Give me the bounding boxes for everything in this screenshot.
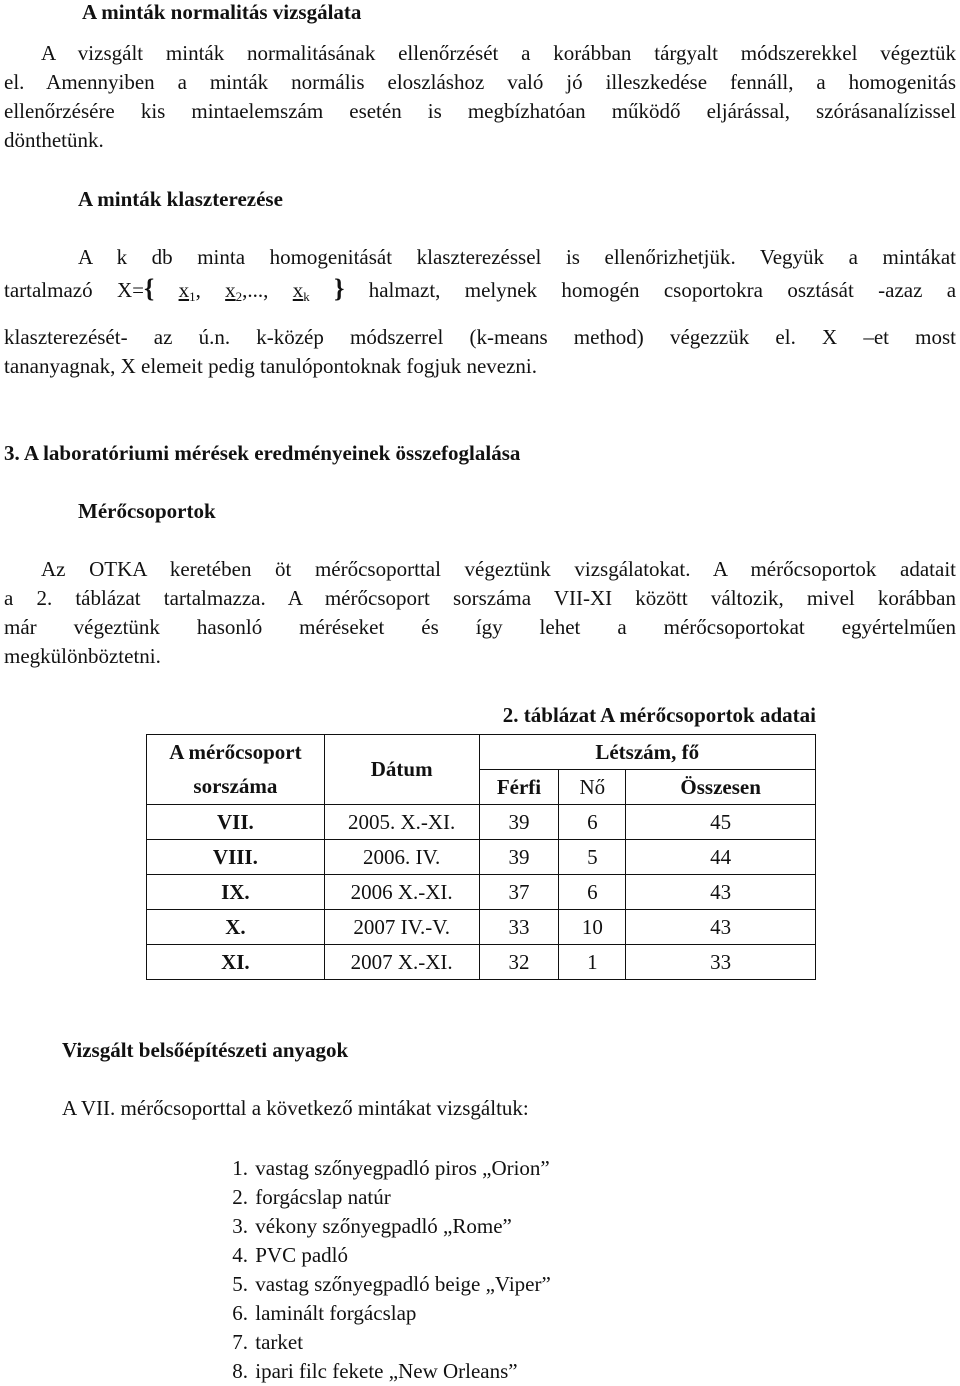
cell-group: VII. [147, 805, 325, 840]
paragraph-line: Az OTKA keretében öt mérőcsoporttal végeztünk vizsgálatokat. A mérőcsoportok adatait [41, 557, 956, 581]
subscript: k [303, 289, 310, 304]
list-item [200, 1270, 551, 1299]
cell-female: 6 [559, 875, 626, 910]
section-heading-clustering: A minták klaszterezése [78, 187, 283, 211]
list-number: 2. [232, 1185, 248, 1209]
paragraph-line: ellenőrzésére kis mintaelemszám esetén is megbízhatóan működő eljárással, szórásanalízissel [4, 99, 956, 123]
list-text: laminált forgácslap [255, 1301, 417, 1325]
list-number: 3. [232, 1214, 248, 1238]
cell-male: 39 [479, 840, 559, 875]
list-item [200, 1357, 551, 1386]
vector-x: x [225, 278, 236, 302]
cell-male: 32 [479, 945, 559, 980]
set-suffix: halmazt, melynek homogén csoportokra osztását -azaz a [368, 278, 957, 302]
list-number: 7. [232, 1330, 248, 1354]
header-female: Nő [559, 770, 626, 805]
list-item [200, 1154, 551, 1183]
list-number: 1. [232, 1156, 248, 1180]
cell-total: 43 [626, 910, 816, 945]
paragraph-line: már végeztünk hasonló méréseket és így lehet a mérőcsoportokat egyértelműen [4, 615, 956, 639]
cell-female: 1 [559, 945, 626, 980]
materials-intro: A VII. mérőcsoporttal a következő mintákat vizsgáltuk: [62, 1096, 529, 1120]
list-text: ipari filc fekete „New Orleans” [255, 1359, 518, 1383]
paragraph-line: A vizsgált minták normalitásának ellenőrzését a korábban tárgyalt módszerekkel végeztük [41, 41, 956, 65]
cell-female: 10 [559, 910, 626, 945]
list-item [200, 1328, 551, 1357]
separator: , [195, 278, 201, 302]
list-number: 5. [232, 1272, 248, 1296]
header-count: Létszám, fő [479, 735, 815, 770]
header-group: A mérőcsoport [147, 735, 325, 770]
cell-female: 5 [559, 840, 626, 875]
paragraph-line: klaszterezését- az ú.n. k-közép módszerrel (k-means method) végezzük el. X –et most [4, 325, 956, 349]
cell-total: 33 [626, 945, 816, 980]
cell-female: 6 [559, 805, 626, 840]
cell-date: 2005. X.-XI. [324, 805, 479, 840]
header-group-2: sorszáma [147, 770, 325, 805]
list-text: vastag szőnyegpadló beige „Viper” [255, 1272, 551, 1296]
vector-x: x [178, 278, 190, 302]
list-item [200, 1212, 551, 1241]
cell-group: IX. [147, 875, 325, 910]
section-heading-normality: A minták normalitás vizsgálata [82, 0, 362, 24]
table-row [147, 910, 816, 945]
brace-close: } [334, 274, 345, 303]
list-number: 8. [232, 1359, 248, 1383]
paragraph-line: a 2. táblázat tartalmazza. A mérőcsoport sorszáma VII-XI között változik, mivel korábban [4, 586, 956, 610]
groups-table [146, 734, 816, 980]
section-heading-materials: Vizsgált belsőépítészeti anyagok [62, 1038, 349, 1062]
table-row [147, 945, 816, 980]
cell-date: 2006 X.-XI. [324, 875, 479, 910]
sample-list [200, 1154, 551, 1386]
list-item [200, 1299, 551, 1328]
table-row [147, 840, 816, 875]
table-caption: 2. táblázat A mérőcsoportok adatai [502, 703, 816, 727]
list-item [200, 1183, 551, 1212]
paragraph-line: dönthetünk. [4, 128, 104, 152]
cell-total: 44 [626, 840, 816, 875]
section-heading-lab: 3. A laboratóriumi mérések eredményeinek összefoglalása [4, 441, 521, 465]
paragraph-line: A k db minta homogenitását klaszterezéssel is ellenőrizhetjük. Vegyük a mintákat [78, 245, 956, 269]
subheading-groups: Mérőcsoportok [78, 499, 216, 523]
list-text: vastag szőnyegpadló piros „Orion” [255, 1156, 550, 1180]
list-text: vékony szőnyegpadló „Rome” [255, 1214, 512, 1238]
vector-x: x [292, 278, 304, 302]
set-definition-line [4, 274, 956, 305]
paragraph-line: el. Amennyiben a minták normális eloszláshoz való jó illeszkedése fennáll, a homogenitás [4, 70, 956, 94]
brace-open: { [143, 274, 155, 303]
cell-male: 39 [479, 805, 559, 840]
cell-total: 45 [626, 805, 816, 840]
cell-male: 33 [479, 910, 559, 945]
header-male: Férfi [479, 770, 559, 805]
subscript: 1 [189, 289, 196, 304]
header-date: Dátum [324, 735, 479, 805]
cell-total: 43 [626, 875, 816, 910]
list-text: PVC padló [255, 1243, 349, 1267]
cell-date: 2006. IV. [324, 840, 479, 875]
table-row [147, 875, 816, 910]
list-item [200, 1241, 551, 1270]
cell-group: XI. [147, 945, 325, 980]
paragraph-line: megkülönböztetni. [4, 644, 161, 668]
cell-group: VIII. [147, 840, 325, 875]
cell-group: X. [147, 910, 325, 945]
paragraph-line: tananyagnak, X elemeit pedig tanulópontoknak fogjuk nevezni. [4, 354, 538, 378]
cell-male: 37 [479, 875, 559, 910]
list-number: 4. [232, 1243, 248, 1267]
subscript: 2 [235, 289, 243, 304]
header-total: Összesen [626, 770, 816, 805]
ellipsis: ,..., [242, 278, 293, 302]
list-text: tarket [255, 1330, 304, 1354]
cell-date: 2007 X.-XI. [324, 945, 479, 980]
cell-date: 2007 IV.-V. [324, 910, 479, 945]
list-number: 6. [232, 1301, 248, 1325]
list-text: forgácslap natúr [255, 1185, 391, 1209]
table-row [147, 805, 816, 840]
set-prefix: tartalmazó X= [4, 278, 144, 302]
